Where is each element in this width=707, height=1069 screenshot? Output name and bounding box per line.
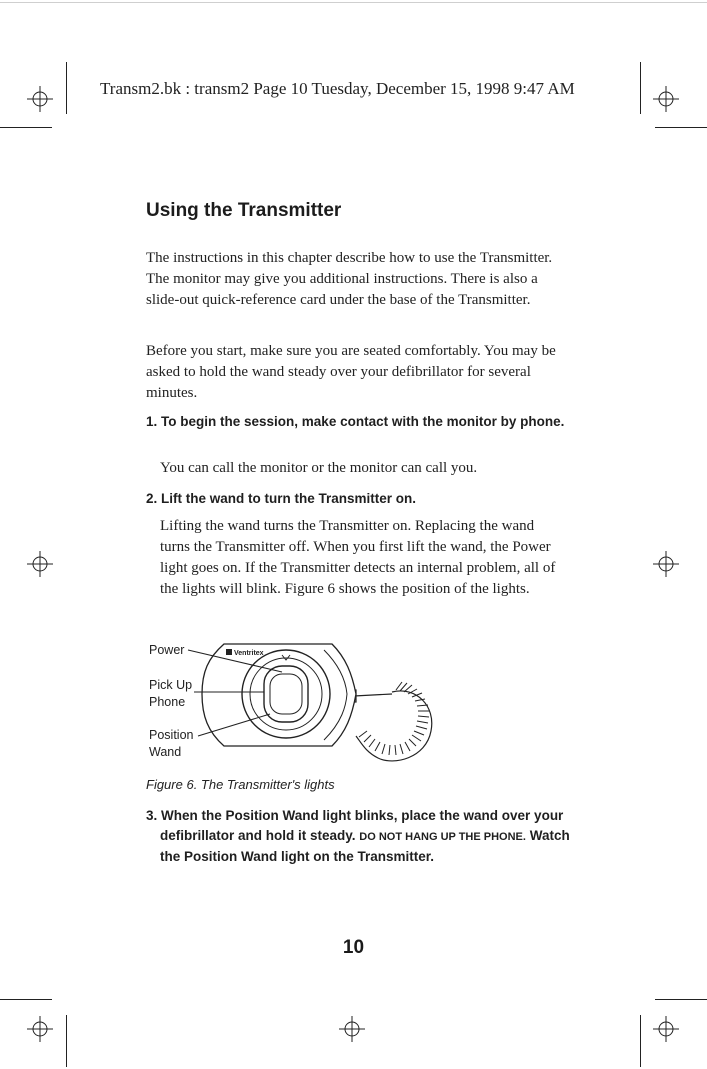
power-light-label: Power [149, 643, 185, 657]
step-number: 2. [146, 491, 158, 506]
step-1-detail: You can call the monitor or the monitor can call you. [160, 460, 478, 476]
crop-line [655, 999, 707, 1000]
step-heading-text: When the Position Wand light blinks, place the wand over your defibrillator and hold it steady. [160, 808, 564, 843]
step-2-heading [146, 489, 580, 509]
crop-line [640, 1015, 641, 1067]
crop-line [655, 127, 707, 128]
coiled-cord-icon [354, 682, 432, 761]
registration-mark-icon [339, 1016, 365, 1042]
step-heading-text: Lift the wand to turn the Transmitter on. [161, 491, 417, 506]
pick-up-phone-label-line1: Pick Up [149, 678, 193, 692]
step-heading-text: Watch the Position Wand light on the Transmitter. [160, 828, 570, 864]
registration-mark-icon [27, 1016, 53, 1042]
step-1-heading [146, 412, 580, 432]
intro-paragraph: Before you start, make sure you are seated comfortably. You may be asked to hold the wand steady over your defibrillator for several minutes. [146, 343, 556, 401]
section-title: Using the Transmitter [146, 200, 342, 221]
crop-line [0, 999, 52, 1000]
transmitter-diagram [146, 636, 446, 772]
step-2-detail: Lifting the wand turns the Transmitter on. Replacing the wand turns the Transmitter off. When you first lift the wand, the Power light goes on. If the Transmitter detects an internal problem, all of the lights will blink. Figure 6 shows the position of the lights. [160, 518, 556, 597]
pick-up-phone-label-line2: Phone [149, 695, 186, 709]
running-header: Transm2.bk : transm2 Page 10 Tuesday, December 15, 1998 9:47 AM [100, 79, 575, 98]
step-warning-text: DO NOT HANG UP THE PHONE. [359, 831, 526, 843]
crop-line [0, 127, 52, 128]
registration-mark-icon [653, 551, 679, 577]
intro-paragraph: The instructions in this chapter describe how to use the Transmitter. The monitor may give you additional instructions. There is also a slide-out quick-reference card under the base of the Transmitter. [146, 250, 553, 308]
position-wand-label-line2: Wand [149, 745, 182, 759]
position-wand-label-line1: Position [149, 728, 194, 742]
registration-mark-icon [653, 86, 679, 112]
top-scan-rule [0, 2, 707, 3]
crop-line [66, 62, 67, 114]
registration-mark-icon [27, 551, 53, 577]
step-3-heading [146, 806, 580, 867]
figure-caption: Figure 6. The Transmitter's lights [146, 777, 335, 792]
step-heading-text: To begin the session, make contact with the monitor by phone. [161, 414, 565, 429]
registration-mark-icon [27, 86, 53, 112]
transmitter-figure [146, 636, 446, 772]
crop-line [66, 1015, 67, 1067]
crop-line [640, 62, 641, 114]
registration-mark-icon [653, 1016, 679, 1042]
step-number: 1. [146, 414, 158, 429]
step-number: 3. [146, 808, 158, 823]
brand-logo-text: Ventritex [234, 650, 264, 657]
page-number: 10 [342, 937, 365, 958]
